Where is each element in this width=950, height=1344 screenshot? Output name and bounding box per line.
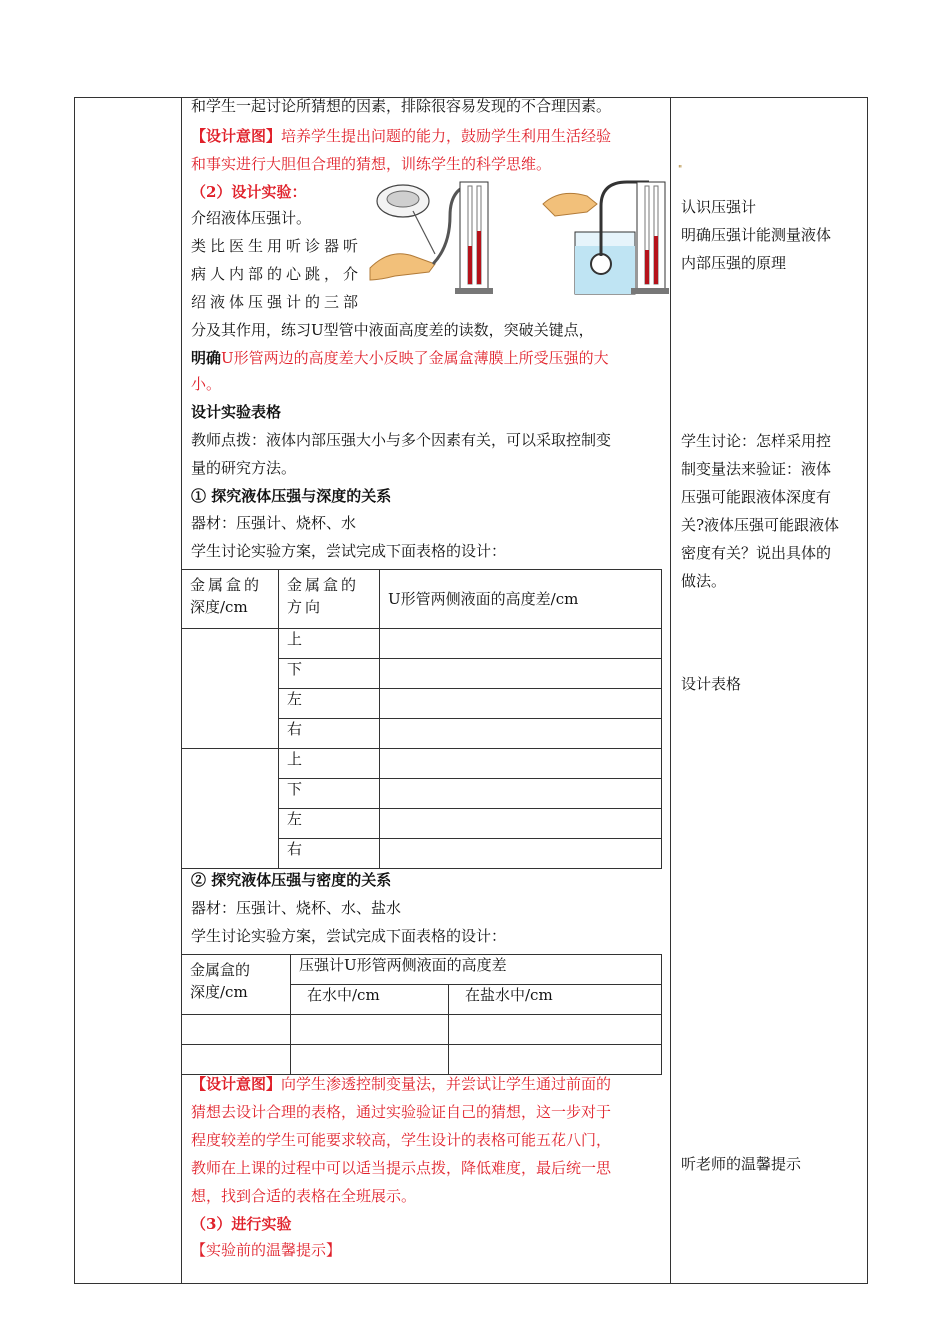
header-direction-b: 方向 [287, 598, 324, 616]
salt-water-cell[interactable] [449, 1015, 662, 1045]
value-cell[interactable] [380, 689, 662, 719]
design-intent-label: 【设计意图】 [191, 127, 282, 145]
direction-cell: 下 [287, 780, 303, 798]
water-cell[interactable] [291, 1045, 449, 1075]
table-row [182, 749, 662, 779]
u-tube-right [631, 182, 669, 294]
design-intent-1-cont: 和事实进行大胆但合理的猜想，训练学生的科学思维。 [191, 155, 552, 173]
value-cell[interactable] [380, 779, 662, 809]
hand-right-icon [543, 193, 597, 216]
intro-line-2: 类比医生用听诊器听 [191, 237, 363, 255]
side-note-6: 压强可能跟液体深度有 [681, 488, 832, 506]
table-row [182, 1015, 662, 1045]
direction-cell: 上 [287, 750, 303, 768]
side-note-8: 密度有关？说出具体的 [681, 544, 832, 562]
u-tube-left [455, 182, 493, 294]
header-height-diff: 压强计U形管两侧液面的高度差 [299, 956, 507, 974]
discussion-line: 和学生一起讨论所猜想的因素，排除很容易发现的不合理因素。 [191, 97, 612, 115]
header-salt-water: 在盐水中/cm [465, 986, 553, 1004]
direction-cell: 左 [287, 810, 303, 828]
header-depth-a: 金属盒的 [190, 961, 251, 979]
clarify-line-cont: 小。 [191, 375, 222, 393]
pressure-gauge-illustration [365, 176, 670, 300]
table-header-row [182, 570, 662, 629]
clarify-label: 明确 [191, 349, 222, 367]
header-depth-b: 深度/cm [190, 983, 248, 1001]
side-note-1: 认识压强计 [681, 198, 757, 216]
experiment-1-title: ① 探究液体压强与深度的关系 [191, 487, 392, 505]
side-note-3: 内部压强的原理 [681, 254, 787, 272]
value-cell[interactable] [380, 809, 662, 839]
depth-cell[interactable] [182, 629, 279, 749]
design-intent-2-line-3: 程度较差的学生可能要求较高，学生设计的表格可能五花八门， [191, 1131, 612, 1149]
frame-right-border [867, 97, 868, 1283]
depth-cell[interactable] [182, 1015, 291, 1045]
experiment-1-discuss: 学生讨论实验方案，尝试完成下面表格的设计： [191, 542, 507, 560]
intro-line-5: 分及其作用，练习U型管中液面高度差的读数，突破关键点， [191, 321, 594, 339]
intro-line-4: 绍液体压强计的三部 [191, 293, 363, 311]
side-note-7: 关?液体压强可能跟液体 [681, 516, 840, 534]
design-intent-text: 培养学生提出问题的能力，鼓励学生利用生活经验 [281, 127, 612, 145]
value-cell[interactable] [380, 659, 662, 689]
header-direction-a: 金属盒的 [287, 576, 360, 594]
depth-cell[interactable] [182, 1045, 291, 1075]
design-intent-2-line-5: 想，找到合适的表格在全班展示。 [191, 1187, 417, 1205]
header-water: 在水中/cm [307, 986, 380, 1004]
value-cell[interactable] [380, 629, 662, 659]
value-cell[interactable] [380, 749, 662, 779]
frame-bottom-border [74, 1283, 868, 1284]
header-height-diff: U形管两侧液面的高度差/cm [388, 590, 579, 608]
direction-cell: 上 [287, 630, 303, 648]
direction-cell: 右 [287, 720, 303, 738]
depth-cell[interactable] [182, 749, 279, 869]
side-note-9: 做法。 [681, 572, 727, 590]
beaker-icon [575, 232, 635, 294]
hand-icon [370, 254, 435, 280]
salt-water-cell[interactable] [449, 1045, 662, 1075]
design-intent-2-line-4: 教师在上课的过程中可以适当提示点拨，降低难度，最后统一思 [191, 1159, 612, 1177]
side-mark: " [678, 165, 683, 175]
experiment-2-discuss: 学生讨论实验方案，尝试完成下面表格的设计： [191, 927, 507, 945]
design-intent-2-line-2: 猜想去设计合理的表格，通过实验验证自己的猜想，这一步对于 [191, 1103, 612, 1121]
depth-relation-table [181, 569, 662, 869]
design-intent-text: 向学生渗透控制变量法，并尝试让学生通过前面的 [281, 1075, 612, 1093]
side-note-4: 学生讨论：怎样采用控 [681, 432, 832, 450]
clarify-line [191, 348, 609, 368]
frame-left-border [74, 97, 75, 1283]
water-cell[interactable] [291, 1015, 449, 1045]
design-intent-2 [191, 1074, 611, 1094]
experiment-2-title: ② 探究液体压强与密度的关系 [191, 871, 392, 889]
design-table-title: 设计实验表格 [191, 403, 282, 421]
value-cell[interactable] [380, 719, 662, 749]
direction-cell: 下 [287, 660, 303, 678]
density-relation-table [181, 954, 662, 1075]
intro-line-1: 介绍液体压强计。 [191, 209, 312, 227]
table-row [182, 1045, 662, 1075]
value-cell[interactable] [380, 839, 662, 869]
side-note-2: 明确压强计能测量液体 [681, 226, 832, 244]
experiment-2-materials: 器材：压强计、烧杯、水、盐水 [191, 899, 402, 917]
direction-cell: 右 [287, 840, 303, 858]
side-note-5: 制变量法来验证：液体 [681, 460, 832, 478]
teacher-hint-line-1: 教师点拨：液体内部压强大小与多个因素有关，可以采取控制变 [191, 431, 612, 449]
header-depth-b: 深度/cm [190, 598, 248, 616]
experiment-1-materials: 器材：压强计、烧杯、水 [191, 514, 357, 532]
step-2-title: （2）设计实验： [191, 183, 307, 201]
design-intent-1 [191, 126, 611, 146]
frame-col2-divider [670, 97, 671, 1283]
clarify-text: U形管两边的高度差大小反映了金属盒薄膜上所受压强的大 [221, 349, 609, 367]
tip-label: 【实验前的温馨提示】 [191, 1241, 342, 1259]
step-3-title: （3）进行实验 [191, 1215, 292, 1233]
side-note-design-table: 设计表格 [681, 675, 742, 693]
side-note-tip: 听老师的温馨提示 [681, 1155, 802, 1173]
table-row [182, 629, 662, 659]
diaphragm-zoom-icon [377, 185, 435, 254]
teacher-hint-line-2: 量的研究方法。 [191, 459, 297, 477]
header-depth-a: 金属盒的 [190, 576, 263, 594]
intro-line-3: 病人内部的心跳，介 [191, 265, 363, 283]
table-header-row [182, 955, 662, 985]
direction-cell: 左 [287, 690, 303, 708]
design-intent-label: 【设计意图】 [191, 1075, 282, 1093]
